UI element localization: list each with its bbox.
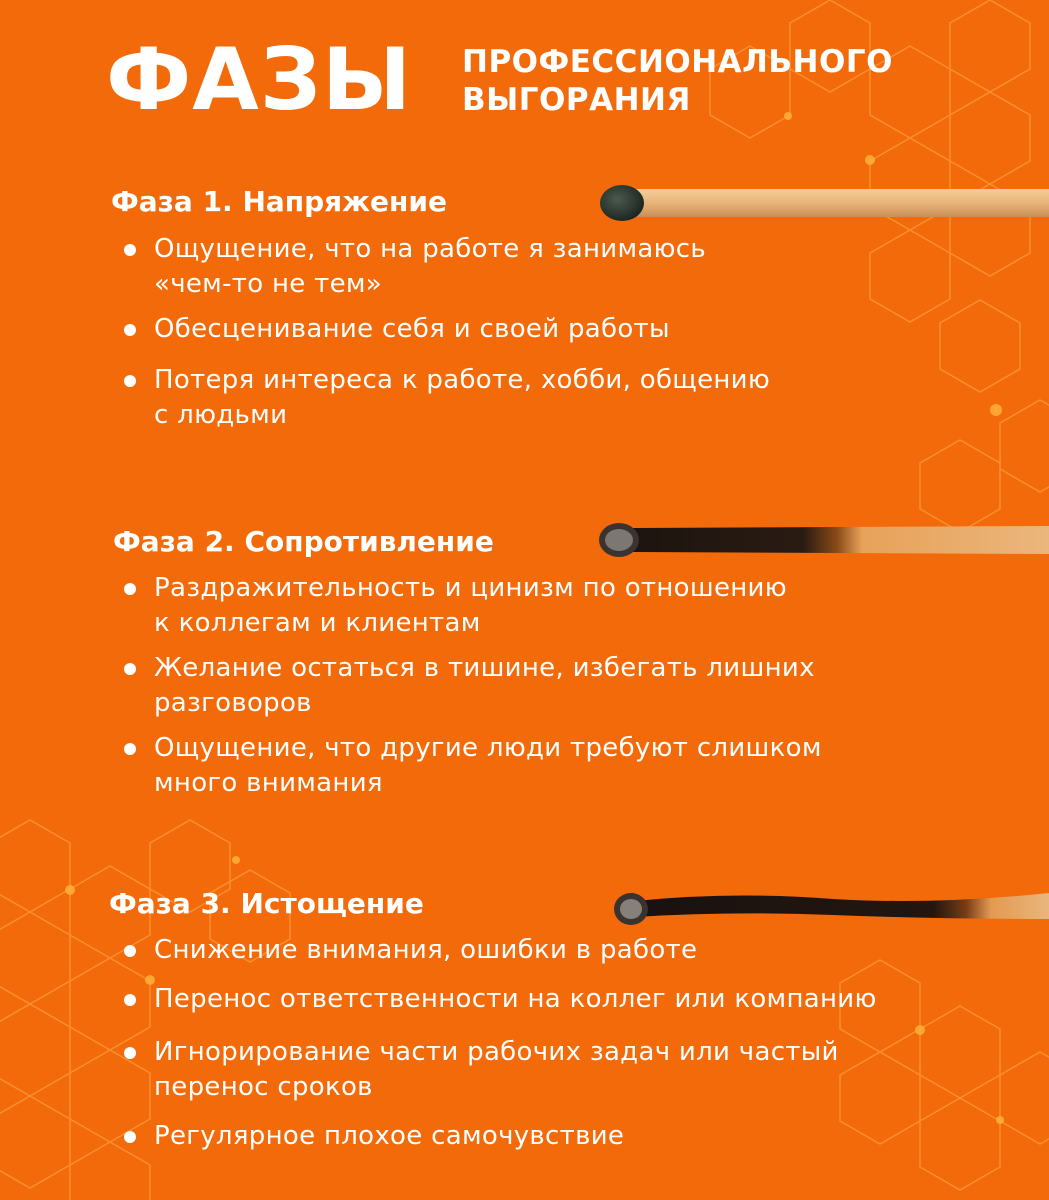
phase-3-list: [122, 933, 992, 1154]
phase-2-list: [122, 571, 992, 801]
list-item: Игнорирование части рабочих задач или частый перенос сроков: [122, 1035, 992, 1105]
bullet-icon: [124, 945, 136, 957]
title-subtitle-line-2: ВЫГОРАНИЯ: [462, 82, 691, 118]
list-item: Обесценивание себя и своей работы: [122, 312, 992, 347]
list-item: Раздражительность и цинизм по отношению к коллегам и клиентам: [122, 571, 992, 641]
phase-3-title: Фаза 3. Истощение: [109, 887, 424, 920]
bullet-icon: [124, 244, 136, 256]
phase-1-list: [122, 232, 992, 433]
list-item: Потеря интереса к работе, хобби, общению с людьми: [122, 363, 992, 433]
list-item: Регулярное плохое самочувствие: [122, 1119, 992, 1154]
bullet-icon: [124, 994, 136, 1006]
match-fresh-icon: [598, 183, 1049, 225]
list-item: Желание остаться в тишине, избегать лишних разговоров: [122, 651, 992, 721]
bullet-icon: [124, 324, 136, 336]
match-burnt-icon: [613, 885, 1049, 931]
list-item: Перенос ответственности на коллег или компанию: [122, 982, 992, 1017]
title-subtitle-line-1: ПРОФЕССИОНАЛЬНОГО: [462, 44, 893, 80]
phase-2-title: Фаза 2. Сопротивление: [113, 525, 494, 558]
title-subtitle: [462, 43, 893, 119]
phase-1-title: Фаза 1. Напряжение: [111, 185, 447, 218]
list-item: Ощущение, что на работе я занимаюсь «чем-то не тем»: [122, 232, 992, 302]
bullet-icon: [124, 1131, 136, 1143]
bullet-icon: [124, 1047, 136, 1059]
bullet-icon: [124, 663, 136, 675]
bullet-icon: [124, 375, 136, 387]
match-half-burnt-icon: [597, 520, 1049, 562]
list-item: Снижение внимания, ошибки в работе: [122, 933, 992, 968]
title-fazy: ФАЗЫ: [106, 30, 413, 130]
list-item: Ощущение, что другие люди требуют слишком много внимания: [122, 731, 992, 801]
bullet-icon: [124, 743, 136, 755]
bullet-icon: [124, 583, 136, 595]
